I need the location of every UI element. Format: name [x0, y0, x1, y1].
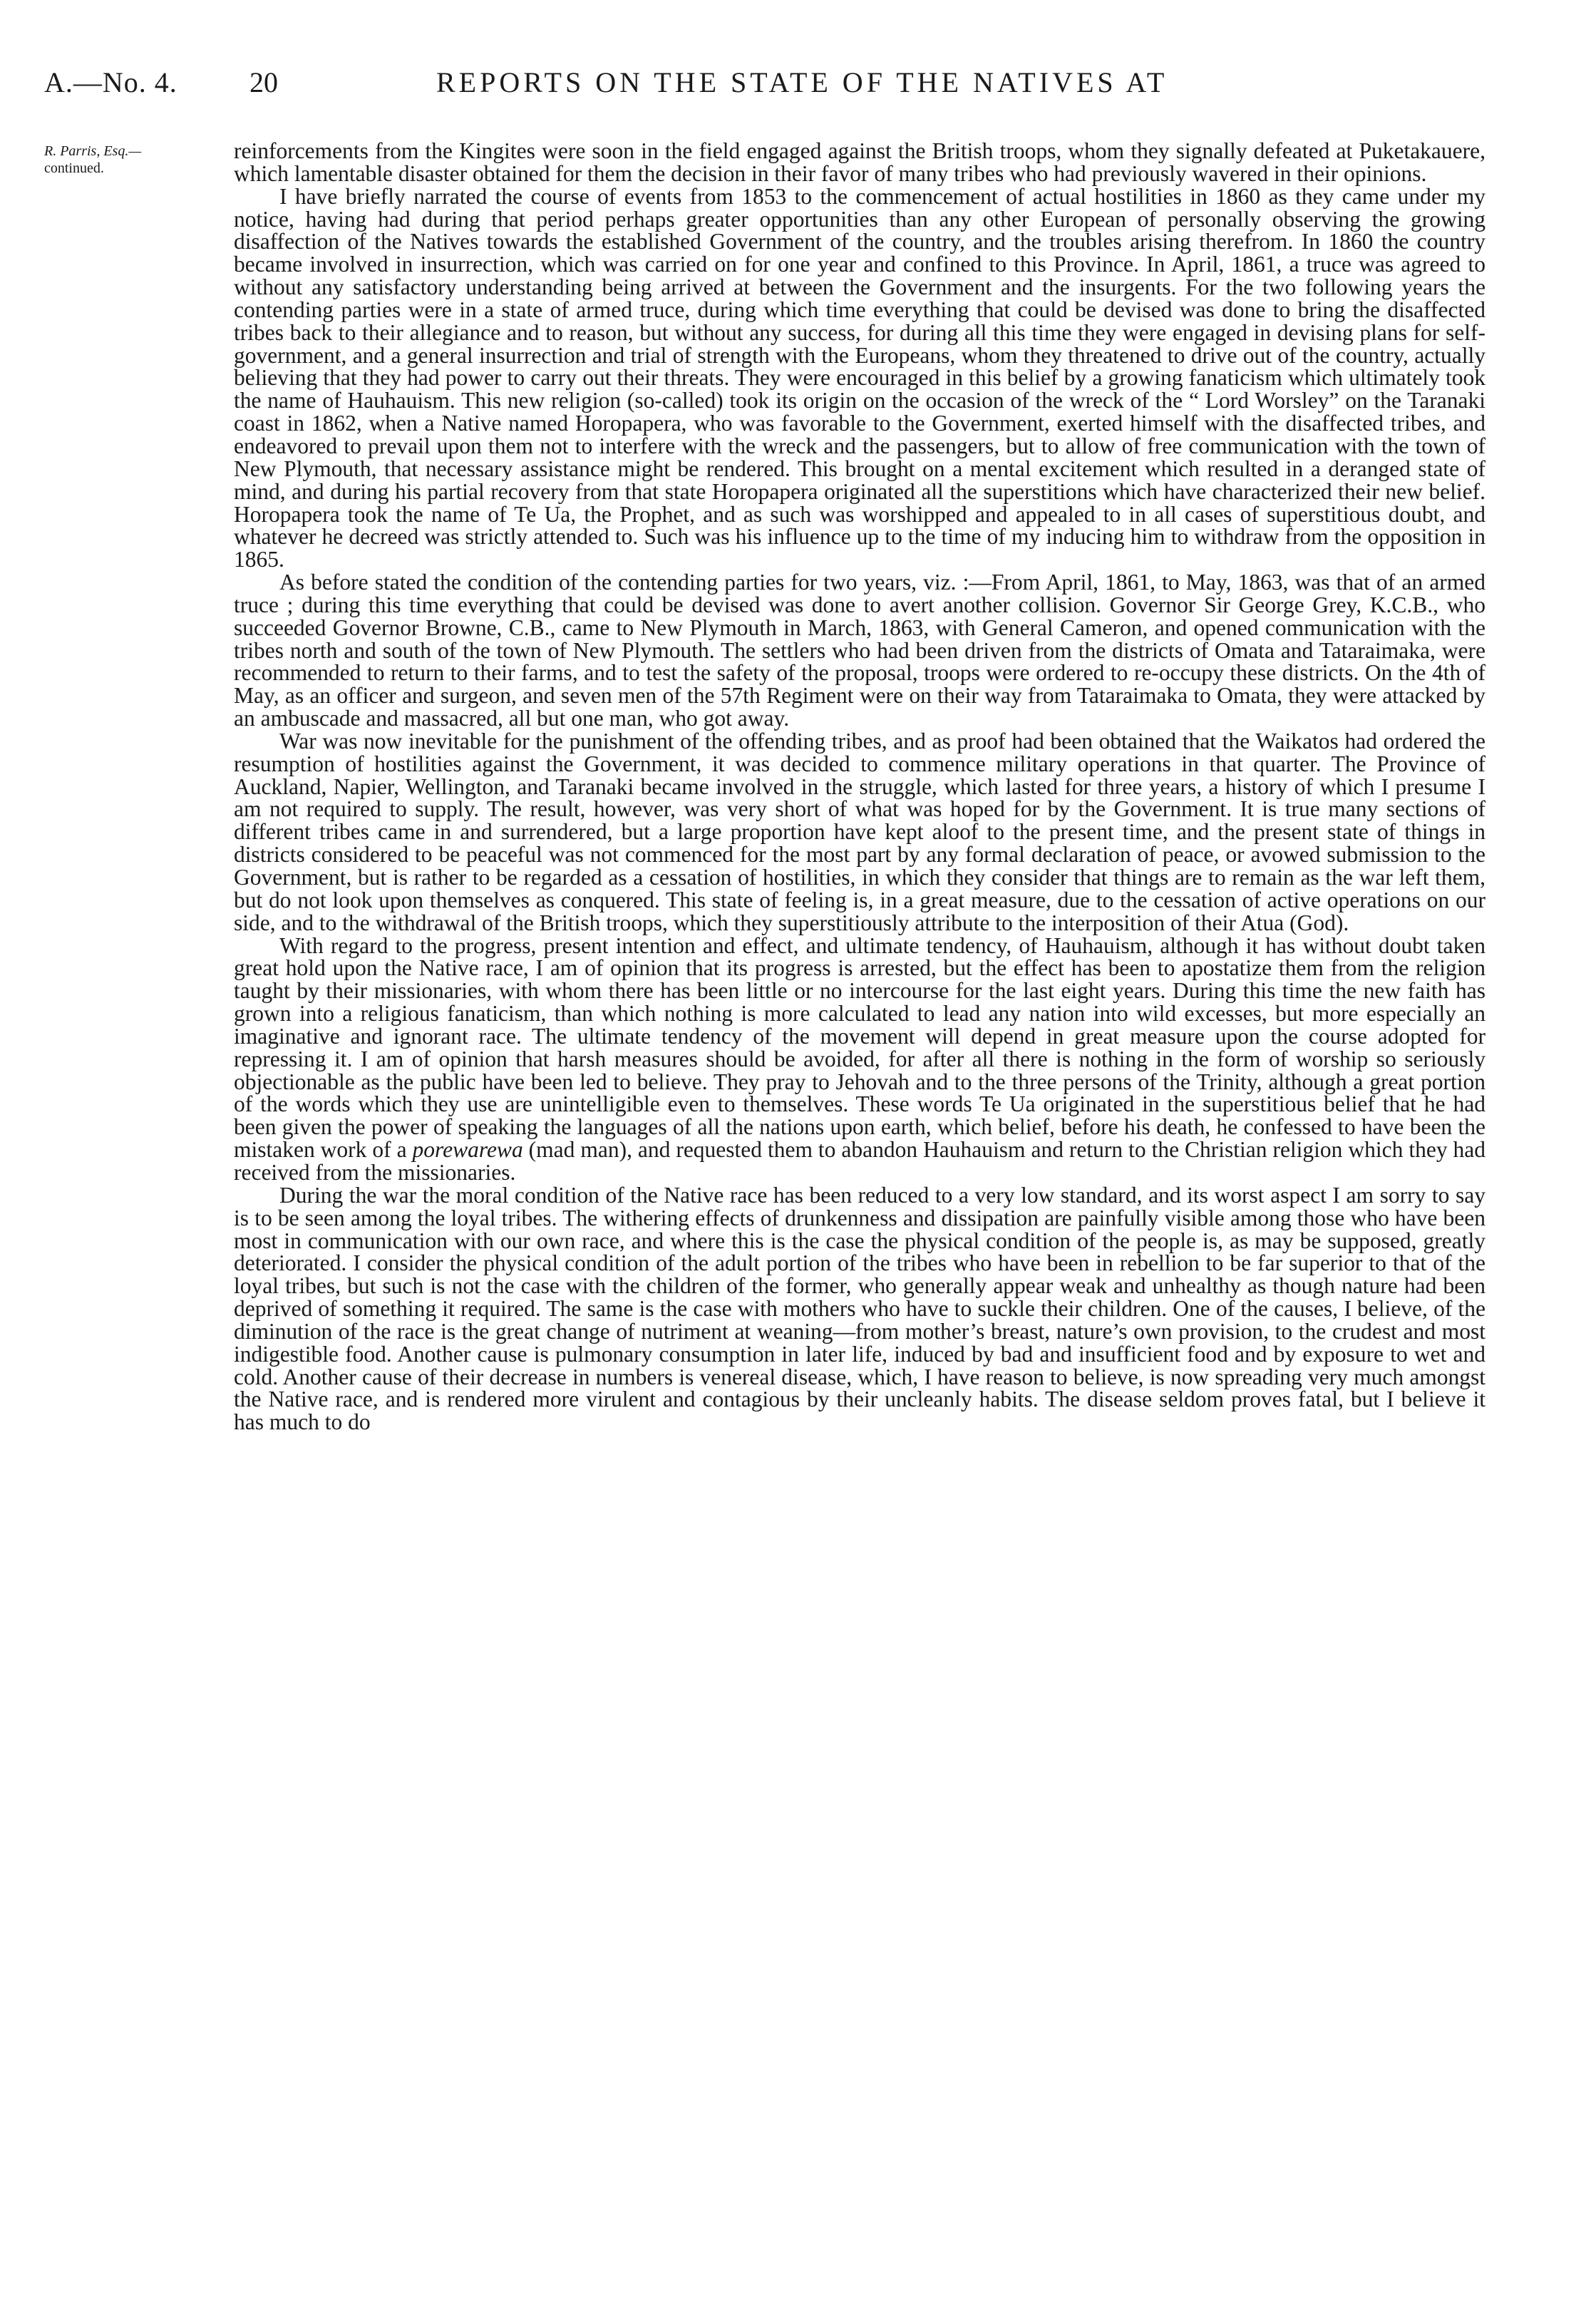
margin-note	[44, 143, 222, 177]
paragraph-5	[234, 932, 1486, 1185]
paragraph-4: War was now inevitable for the punishment of the offending tribes, and as proof had been obtained that the Waikatos had ordered the resumption of hostilities against the Government, it was decided to commence military operations in that quarter. The Province of Auckland, Napier, Wellington, and Taranaki became involved in the struggle, which lasted for three years, a history of which I presume I am not required to supply. The result, however, was very short of what was hoped for by the Government. It is true many sections of different tribes came in and surrendered, but a large proportion have kept aloof to the present time, and the present state of things in districts considered to be peaceful was not commenced for the most part by any formal declaration of peace, or avowed submission to the Government, but is rather to be regarded as a cessation of hostilities, in which they consider that things are to remain as the war left them, but do not look upon themselves as conquered. This state of feeling is, in a great measure, due to the cessation of active operations on our side, and to the withdrawal of the British troops, which they superstitiously attribute to the interposition of their Atua (God).	[234, 728, 1486, 935]
page-number: 20	[249, 66, 278, 98]
paragraph-5-text: With regard to the progress, present intention and effect, and ultimate tendency, of Hauhauism, although it has without doubt taken great hold upon the Native race, I am of opinion that its progress is arrested, but the effect has been to apostatize them from the religion taught by their missionaries, with whom there has been little or no intercourse for the last eight years. During this time the new faith has grown into a religious fanaticism, than which nothing is more calculated to lead any nation into wild excesses, but more especially an imaginative and ignorant race. The ultimate tendency of the movement will depend in great measure upon the course adopted for repressing it. I am of opinion that harsh measures should be avoided, for after all there is nothing in the form of worship so seriously objectionable as the public have been led to believe. They pray to Jehovah and to the three persons of the Trinity, although a great portion of the words which they use are unintelligible even to themselves. These words Te Ua originated in the superstitious belief that he had been given the power of speaking the languages of all the nations upon earth, which belief, before his death, he confessed to have been the mistaken work of a	[234, 932, 1486, 1163]
running-title: REPORTS ON THE STATE OF THE NATIVES AT	[436, 66, 1168, 98]
margin-note-continued: continued.	[44, 160, 104, 176]
paragraph-5-after: (mad man), and requested them to abandon Hauhauism and return to the Christian religion which they had received from the missionaries.	[234, 1137, 1486, 1185]
document-reference: A.—No. 4.	[44, 66, 177, 98]
paragraph-3: As before stated the condition of the contending parties for two years, viz. :—From April, 1861, to May, 1863, was that of an armed truce ; during this time everything that could be devised was done to avert another collision. Governor Sir George Grey, K.C.B., who succeeded Governor Browne, C.B., came to New Plymouth in March, 1863, with General Cameron, and opened communication with the tribes north and south of the town of New Plymouth. The settlers who had been driven from the districts of Omata and Tataraimaka, were recommended to return to their farms, and to test the safety of the proposal, troops were ordered to re-occupy these districts. On the 4th of May, as an officer and surgeon, and seven men of the 57th Regiment were on their way from Tataraimaka to Omata, they were attacked by an ambuscade and massacred, all but one man, who got away.	[234, 570, 1486, 731]
page-header	[44, 60, 1548, 110]
paragraph-2: I have briefly narrated the course of events from 1853 to the commencement of actual hostilities in 1860 as they came under my notice, having had during that period perhaps greater opportunities than any other European of personally observing the growing disaffection of the Natives towards the established Government of the country, and the troubles arising therefrom. In 1860 the country became involved in insurrection, which was carried on for one year and confined to this Province. In April, 1861, a truce was agreed to without any satisfactory understanding being arrived at between the Government and the insurgents. For the two following years the contending parties were in a state of armed truce, during which time everything that could be devised was done to bring the disaffected tribes back to their allegiance and to reason, but without any success, for during all this time they were engaged in devising plans for self-government, and a general insurrection and trial of strength with the Europeans, whom they threatened to drive out of the country, actually believing that they had power to carry out their threats. They were encouraged in this belief by a growing fanaticism which ultimately took the name of Hauhauism. This new religion (so-called) took its origin on the occasion of the wreck of the “ Lord Worsley” on the Taranaki coast in 1862, when a Native named Horopapera, who was favorable to the Government, exerted himself with the disaffected tribes, and endeavored to prevail upon them not to interfere with the wreck and the passengers, but to allow of free communication with the town of New Plymouth, that necessary assistance might be rendered. This brought on a mental excitement which resulted in a deranged state of mind, and during his partial recovery from that state Horopapera originated all the superstitions which have characterized their new belief. Horopapera took the name of Te Ua, the Prophet, and as such was worshipped and appealed to in all cases of superstitious doubt, and whatever he decreed was strictly attended to. Such was his influence up to the time of my inducing him to withdraw from the opposition in 1865.	[234, 183, 1486, 572]
paragraph-1: reinforcements from the Kingites were soon in the field engaged against the British troops, whom they signally defeated at Puketakauere, which lamentable disaster obtained for them the decision in their favor of many tribes who had previously wavered in their opinions.	[234, 138, 1486, 186]
paragraph-5-italic: porewarewa	[412, 1137, 523, 1163]
margin-note-author: R. Parris, Esq.—	[44, 143, 142, 159]
paragraph-6: During the war the moral condition of the Native race has been reduced to a very low standard, and its worst aspect I am sorry to say is to be seen among the loyal tribes. The withering effects of drunkenness and dissipation are painfully visible among those who have been most in communication with our own race, and where this is the case the physical condition of the people is, as may be supposed, greatly deteriorated. I consider the physical condition of the adult portion of the tribes who have been in rebellion to be far superior to that of the loyal tribes, but such is not the case with the children of the former, who generally appear weak and unhealthy as though nature had been deprived of something it required. The same is the case with mothers who have to suckle their children. One of the causes, I believe, of the diminution of the race is the great change of nutriment at weaning—from mother’s breast, nature’s own provision, to the crudest and most indigestible food. Another cause is pulmonary consumption in later life, induced by bad and insufficient food and by exposure to wet and cold. Another cause of their decrease in numbers is venereal disease, which, I have reason to believe, is now spreading very much amongst the Native race, and is rendered more virulent and contagious by their uncleanly habits. The disease seldom proves fatal, but I believe it has much to do	[234, 1182, 1486, 1435]
body-text	[234, 140, 1486, 1434]
